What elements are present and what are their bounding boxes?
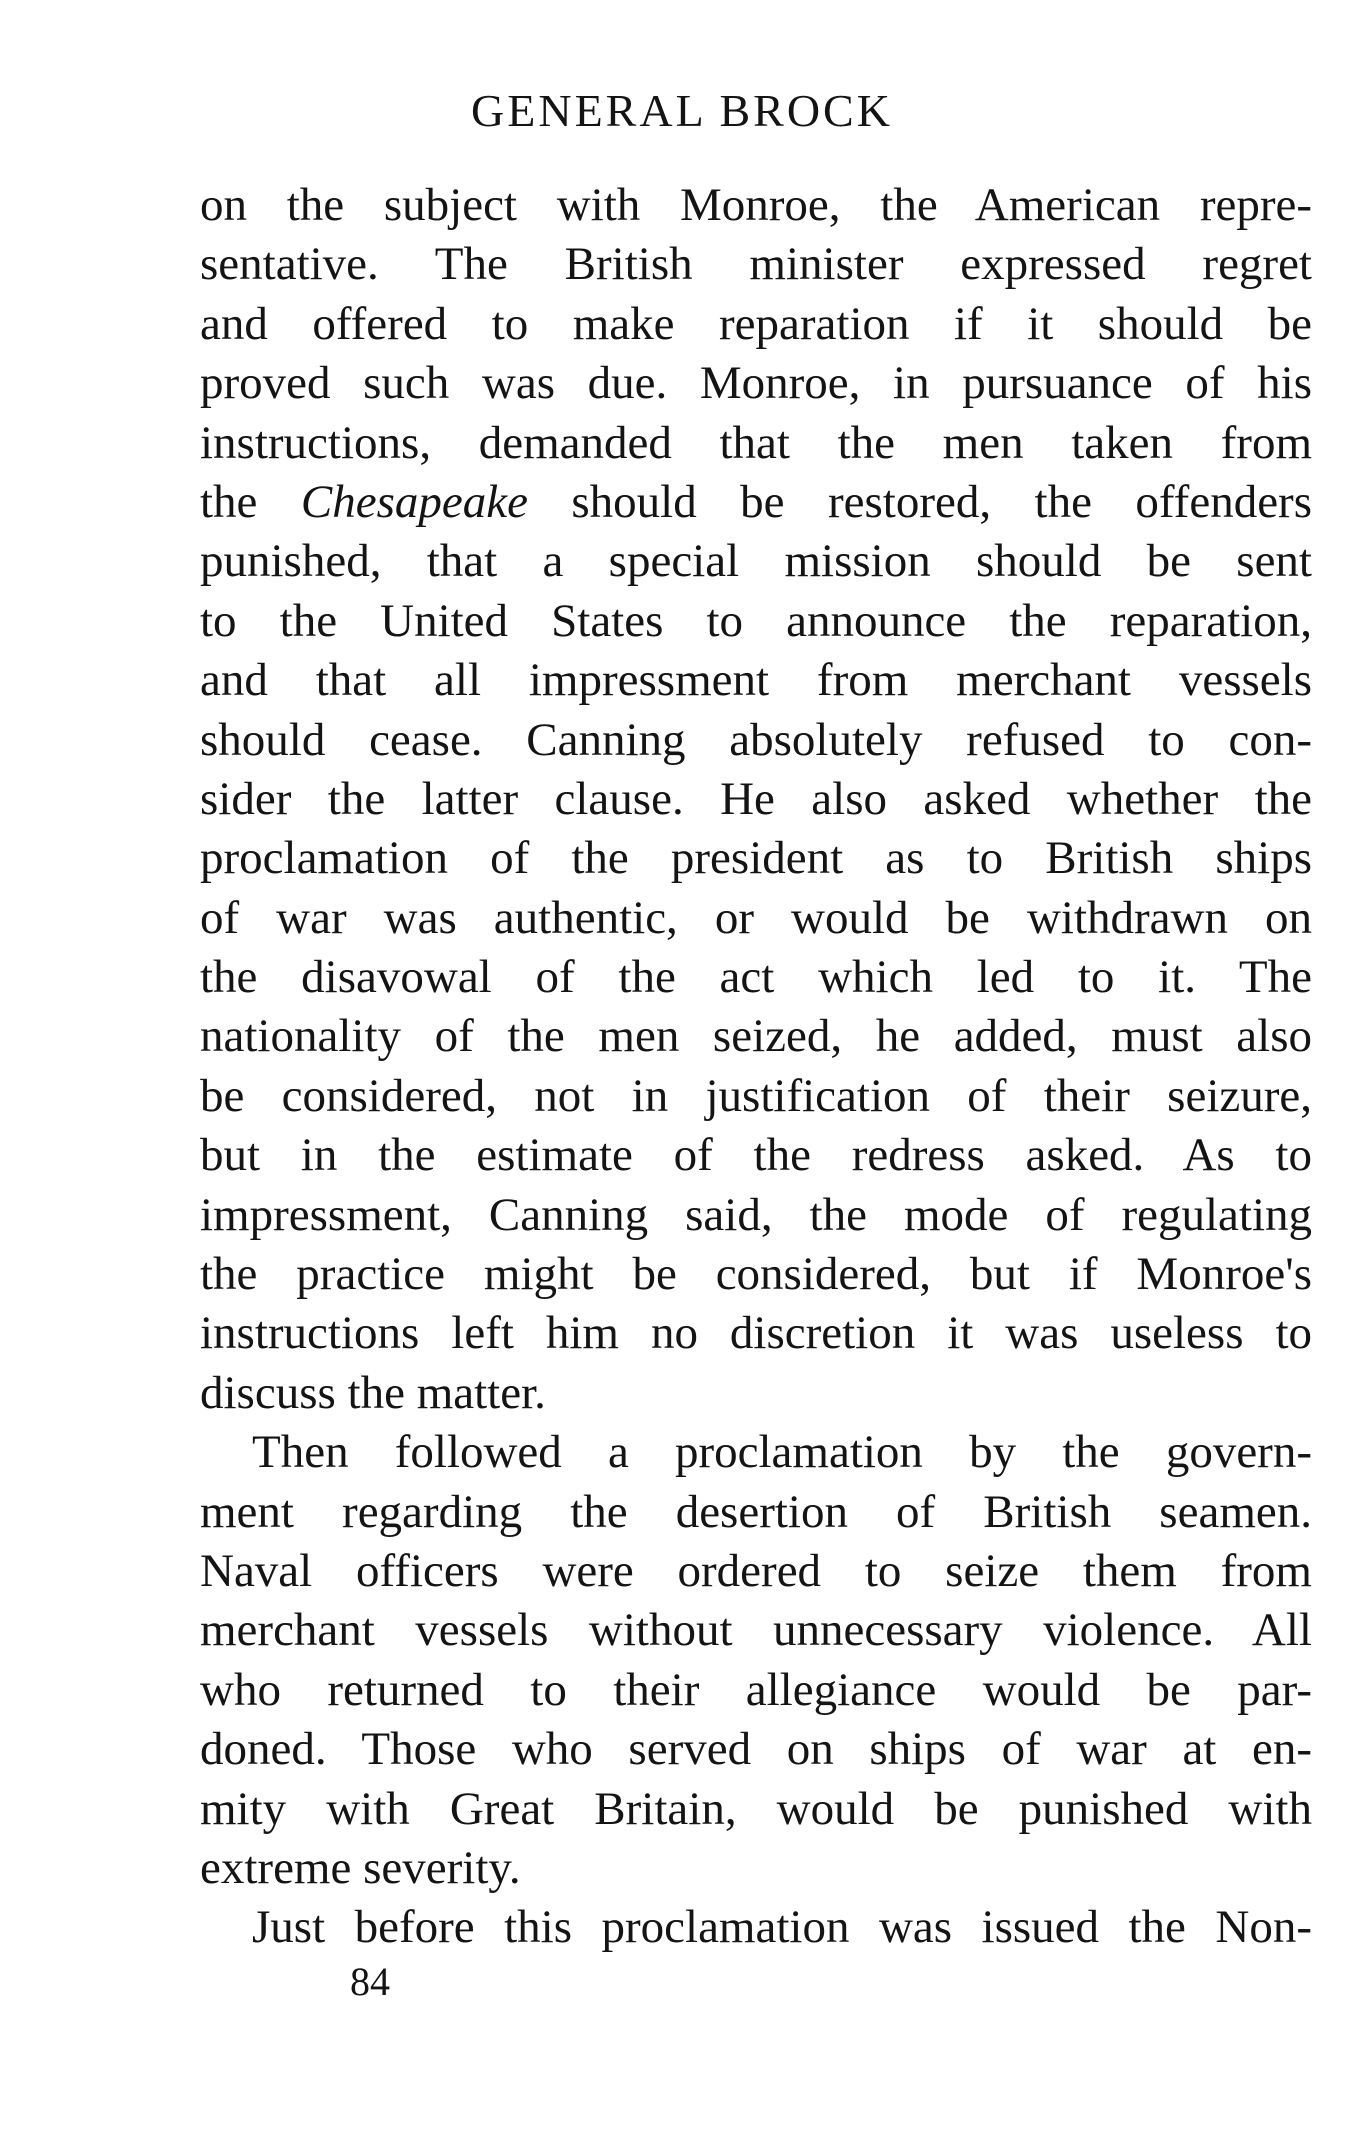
text-line: the practice might be considered, but if Monroe's <box>200 1248 1312 1301</box>
text-line: and that all impressment from merchant vessels <box>200 654 1312 707</box>
text-line: nationality of the men seized, he added, must also <box>200 1010 1312 1063</box>
text-line: doned. Those who served on ships of war at en- <box>200 1723 1312 1776</box>
text-line: sentative. The British minister expressed regret <box>200 238 1312 291</box>
ship-name-italic: Chesapeake <box>300 475 528 528</box>
text-line: merchant vessels without unnecessary violence. All <box>200 1604 1312 1657</box>
text-line: Naval officers were ordered to seize them from <box>200 1544 1312 1597</box>
text-line: on the subject with Monroe, the American repre- <box>200 179 1312 231</box>
body-text <box>200 176 1312 1958</box>
text-line: proved such was due. Monroe, in pursuance of his <box>200 357 1312 410</box>
text-line: Then followed a proclamation by the govern- <box>252 1426 1312 1479</box>
text-line: Just before this proclamation was issued the Non- <box>252 1901 1312 1954</box>
text-line: be considered, not in justification of their seizure, <box>200 1069 1312 1122</box>
text-run: the <box>200 475 301 528</box>
text-line: should cease. Canning absolutely refused to con- <box>200 713 1312 766</box>
text-line: the disavowal of the act which led to it. The <box>200 951 1312 1004</box>
text-line: but in the estimate of the redress asked. As to <box>200 1129 1312 1182</box>
text-line: punished, that a special mission should be sent <box>200 535 1312 588</box>
text-line: and offered to make reparation if it should be <box>200 297 1312 350</box>
text-line: sider the latter clause. He also asked whether the <box>200 772 1312 825</box>
text-line <box>200 473 1312 532</box>
text-line: of war was authentic, or would be withdrawn on <box>200 891 1312 944</box>
text-line: instructions, demanded that the men taken from <box>200 416 1312 469</box>
text-line: instructions left him no discretion it was useless to <box>200 1307 1312 1360</box>
running-head: GENERAL BROCK <box>471 85 893 136</box>
text-line: extreme severity. <box>200 1841 521 1894</box>
page-number: 84 <box>350 1959 390 2004</box>
text-line: to the United States to announce the reparation, <box>200 594 1312 647</box>
text-run: should be restored, the offenders <box>527 475 1312 528</box>
text-line: discuss the matter. <box>200 1366 546 1419</box>
text-line: mity with Great Britain, would be punished with <box>200 1782 1312 1835</box>
text-line: ment regarding the desertion of British seamen. <box>200 1485 1312 1538</box>
text-line: who returned to their allegiance would be par- <box>200 1663 1312 1716</box>
text-line: impressment, Canning said, the mode of regulating <box>200 1188 1312 1241</box>
text-line: proclamation of the president as to British ships <box>200 832 1312 885</box>
